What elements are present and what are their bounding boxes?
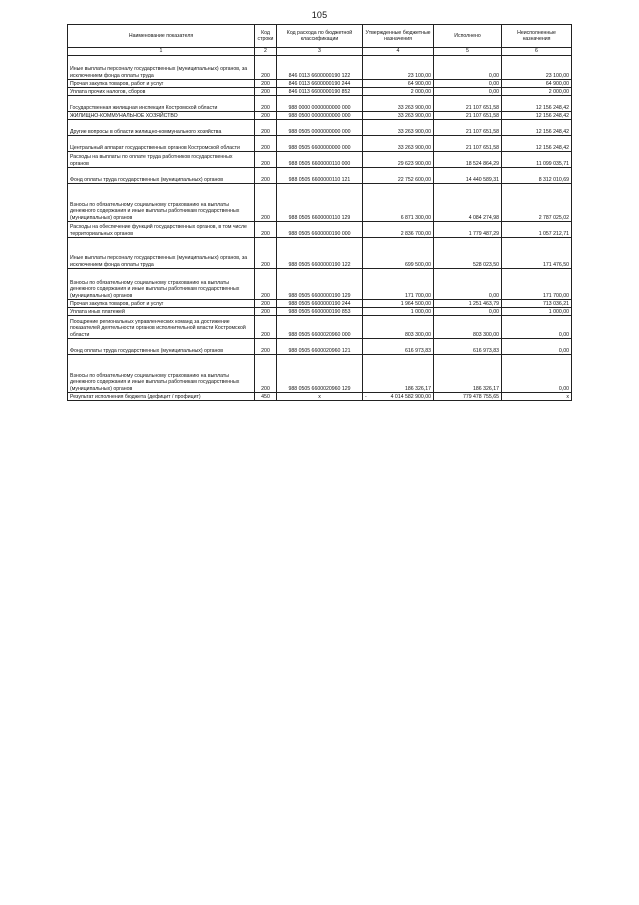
- row-name: Расходы на обеспечение функций государственных органов, в том числе территориальных органов: [68, 222, 255, 238]
- table-row: [68, 316, 572, 339]
- row-expense-code: 988 0505 6600020960 121: [277, 339, 363, 355]
- row-approved: 699 500,00: [363, 238, 434, 269]
- row-name: Расходы на выплаты по оплате труда работников государственных органов: [68, 152, 255, 168]
- row-name: Иные выплаты персоналу государственных (муниципальных) органов, за исключением фонда оплаты труда: [68, 238, 255, 269]
- row-approved: 1 964 500,00: [363, 300, 434, 308]
- row-executed: 803 300,00: [434, 316, 502, 339]
- result-approved-sign: -: [365, 393, 367, 400]
- row-name: Взносы по обязательному социальному страхованию на выплаты денежного содержания и иные выплаты работникам государственных (муниципальных) органов: [68, 269, 255, 300]
- column-numbers-row: [68, 48, 572, 56]
- row-name: Прочая закупка товаров, работ и услуг: [68, 80, 255, 88]
- row-name: Иные выплаты персоналу государственных (муниципальных) органов, за исключением фонда оплаты труда: [68, 56, 255, 80]
- row-executed: 4 084 274,98: [434, 184, 502, 222]
- row-approved: 186 326,17: [363, 355, 434, 393]
- row-line-code: 200: [255, 152, 277, 168]
- row-expense-code: 988 0505 6600000110 000: [277, 152, 363, 168]
- row-executed: 1 251 463,79: [434, 300, 502, 308]
- result-remaining: x: [502, 393, 572, 401]
- row-name: Государственная жилищная инспекция Костромской области: [68, 96, 255, 112]
- row-expense-code: 988 0505 6600000190 129: [277, 269, 363, 300]
- row-executed: 0,00: [434, 308, 502, 316]
- row-approved: 1 000,00: [363, 308, 434, 316]
- row-name: Уплата прочих налогов, сборов: [68, 88, 255, 96]
- result-line-code: 450: [255, 393, 277, 401]
- row-expense-code: 988 0505 6600000110 129: [277, 184, 363, 222]
- row-line-code: 200: [255, 112, 277, 120]
- row-approved: 23 100,00: [363, 56, 434, 80]
- row-remaining: 171 476,50: [502, 238, 572, 269]
- table-row: [68, 56, 572, 80]
- row-expense-code: 988 0505 6600000110 121: [277, 168, 363, 184]
- table-row: [68, 269, 572, 300]
- table-row: [68, 308, 572, 316]
- row-executed: 528 023,50: [434, 238, 502, 269]
- row-line-code: 200: [255, 56, 277, 80]
- row-remaining: 713 036,21: [502, 300, 572, 308]
- row-remaining: 1 000,00: [502, 308, 572, 316]
- table-row: [68, 88, 572, 96]
- row-name: Уплата иных платежей: [68, 308, 255, 316]
- table-row: [68, 355, 572, 393]
- row-line-code: 200: [255, 238, 277, 269]
- row-executed: 18 524 864,29: [434, 152, 502, 168]
- row-expense-code: 988 0505 6600020960 000: [277, 316, 363, 339]
- row-approved: 22 752 600,00: [363, 168, 434, 184]
- row-name: Фонд оплаты труда государственных (муниципальных) органов: [68, 339, 255, 355]
- row-executed: 14 440 589,31: [434, 168, 502, 184]
- row-remaining: 11 099 035,71: [502, 152, 572, 168]
- row-approved: 803 300,00: [363, 316, 434, 339]
- row-expense-code: 988 0505 6600000190 244: [277, 300, 363, 308]
- row-executed: 0,00: [434, 269, 502, 300]
- header-approved: Утвержденные бюджетные назначения: [363, 25, 434, 48]
- row-approved: 33 263 900,00: [363, 112, 434, 120]
- column-number: 5: [434, 48, 502, 56]
- row-line-code: 200: [255, 316, 277, 339]
- row-expense-code: 846 0113 6600000190 852: [277, 88, 363, 96]
- row-approved: 64 900,00: [363, 80, 434, 88]
- table-row: [68, 168, 572, 184]
- header-line-code: Код строки: [255, 25, 277, 48]
- row-approved: 33 263 900,00: [363, 96, 434, 112]
- result-approved: [363, 393, 434, 401]
- row-approved: 6 871 300,00: [363, 184, 434, 222]
- row-line-code: 200: [255, 120, 277, 136]
- result-expense-code: x: [277, 393, 363, 401]
- result-name: Результат исполнения бюджета (дефицит / профицит): [68, 393, 255, 401]
- row-executed: 21 107 651,58: [434, 112, 502, 120]
- row-approved: 29 623 900,00: [363, 152, 434, 168]
- header-remaining: Неисполненные назначения: [502, 25, 572, 48]
- row-remaining: 1 057 212,71: [502, 222, 572, 238]
- row-approved: 33 263 900,00: [363, 136, 434, 152]
- result-approved-value: 4 014 582 900,00: [390, 393, 431, 400]
- row-executed: 0,00: [434, 56, 502, 80]
- row-remaining: 0,00: [502, 339, 572, 355]
- table-row: [68, 222, 572, 238]
- row-name: Поощрение региональных управленческих команд за достижение показателей деятельности органов исполнительной власти Костромской области: [68, 316, 255, 339]
- row-approved: 171 700,00: [363, 269, 434, 300]
- column-number: 4: [363, 48, 434, 56]
- table-row: [68, 339, 572, 355]
- row-line-code: 200: [255, 184, 277, 222]
- row-remaining: 171 700,00: [502, 269, 572, 300]
- table-row: [68, 136, 572, 152]
- row-executed: 1 779 487,29: [434, 222, 502, 238]
- row-name: ЖИЛИЩНО-КОММУНАЛЬНОЕ ХОЗЯЙСТВО: [68, 112, 255, 120]
- column-number: 1: [68, 48, 255, 56]
- row-line-code: 200: [255, 300, 277, 308]
- row-line-code: 200: [255, 96, 277, 112]
- row-name: Фонд оплаты труда государственных (муниципальных) органов: [68, 168, 255, 184]
- row-line-code: 200: [255, 355, 277, 393]
- header-executed: Исполнено: [434, 25, 502, 48]
- row-approved: 616 973,83: [363, 339, 434, 355]
- table-row: [68, 96, 572, 112]
- row-line-code: 200: [255, 168, 277, 184]
- row-remaining: 12 156 248,42: [502, 96, 572, 112]
- result-row: [68, 393, 572, 401]
- row-expense-code: 988 0500 0000000000 000: [277, 112, 363, 120]
- row-expense-code: 846 0113 6600000190 122: [277, 56, 363, 80]
- table-header-row: [68, 25, 572, 48]
- table-row: [68, 184, 572, 222]
- row-name: Центральный аппарат государственных органов Костромской области: [68, 136, 255, 152]
- row-remaining: 2 000,00: [502, 88, 572, 96]
- row-name: Другие вопросы в области жилищно-коммунального хозяйства: [68, 120, 255, 136]
- row-expense-code: 846 0113 6600000190 244: [277, 80, 363, 88]
- table-row: [68, 238, 572, 269]
- column-number: 3: [277, 48, 363, 56]
- table-row: [68, 152, 572, 168]
- row-remaining: 12 156 248,42: [502, 136, 572, 152]
- header-expense-code: Код расхода по бюджетной классификации: [277, 25, 363, 48]
- header-indicator-name: Наименование показателя: [68, 25, 255, 48]
- row-approved: 2 000,00: [363, 88, 434, 96]
- row-line-code: 200: [255, 88, 277, 96]
- row-line-code: 200: [255, 339, 277, 355]
- row-executed: 21 107 651,58: [434, 120, 502, 136]
- row-line-code: 200: [255, 308, 277, 316]
- row-remaining: 2 787 025,02: [502, 184, 572, 222]
- row-remaining: 8 312 010,69: [502, 168, 572, 184]
- table-row: [68, 80, 572, 88]
- row-line-code: 200: [255, 136, 277, 152]
- row-expense-code: 988 0505 6600000190 000: [277, 222, 363, 238]
- column-number: 2: [255, 48, 277, 56]
- table-row: [68, 112, 572, 120]
- row-expense-code: 988 0505 0000000000 000: [277, 120, 363, 136]
- row-executed: 21 107 651,58: [434, 96, 502, 112]
- budget-execution-table: [67, 24, 572, 401]
- page-number: 105: [311, 10, 328, 20]
- row-line-code: 200: [255, 269, 277, 300]
- row-remaining: 12 156 248,42: [502, 120, 572, 136]
- row-remaining: 64 900,00: [502, 80, 572, 88]
- table-row: [68, 300, 572, 308]
- row-approved: 2 836 700,00: [363, 222, 434, 238]
- row-remaining: 12 156 248,42: [502, 112, 572, 120]
- row-line-code: 200: [255, 80, 277, 88]
- row-remaining: 0,00: [502, 316, 572, 339]
- row-name: Прочая закупка товаров, работ и услуг: [68, 300, 255, 308]
- row-expense-code: 988 0000 0000000000 000: [277, 96, 363, 112]
- row-expense-code: 988 0505 6600020960 129: [277, 355, 363, 393]
- row-expense-code: 988 0505 6600000190 853: [277, 308, 363, 316]
- row-remaining: 0,00: [502, 355, 572, 393]
- row-executed: 0,00: [434, 80, 502, 88]
- result-executed: 779 478 755,65: [434, 393, 502, 401]
- row-executed: 0,00: [434, 88, 502, 96]
- row-approved: 33 263 900,00: [363, 120, 434, 136]
- table-row: [68, 120, 572, 136]
- row-line-code: 200: [255, 222, 277, 238]
- row-name: Взносы по обязательному социальному страхованию на выплаты денежного содержания и иные выплаты работникам государственных (муниципальных) органов: [68, 355, 255, 393]
- row-remaining: 23 100,00: [502, 56, 572, 80]
- row-executed: 21 107 651,58: [434, 136, 502, 152]
- row-name: Взносы по обязательному социальному страхованию на выплаты денежного содержания и иные выплаты работникам государственных (муниципальных) органов: [68, 184, 255, 222]
- row-executed: 186 326,17: [434, 355, 502, 393]
- row-expense-code: 988 0505 6600000000 000: [277, 136, 363, 152]
- row-expense-code: 988 0505 6600000190 122: [277, 238, 363, 269]
- column-number: 6: [502, 48, 572, 56]
- row-executed: 616 973,83: [434, 339, 502, 355]
